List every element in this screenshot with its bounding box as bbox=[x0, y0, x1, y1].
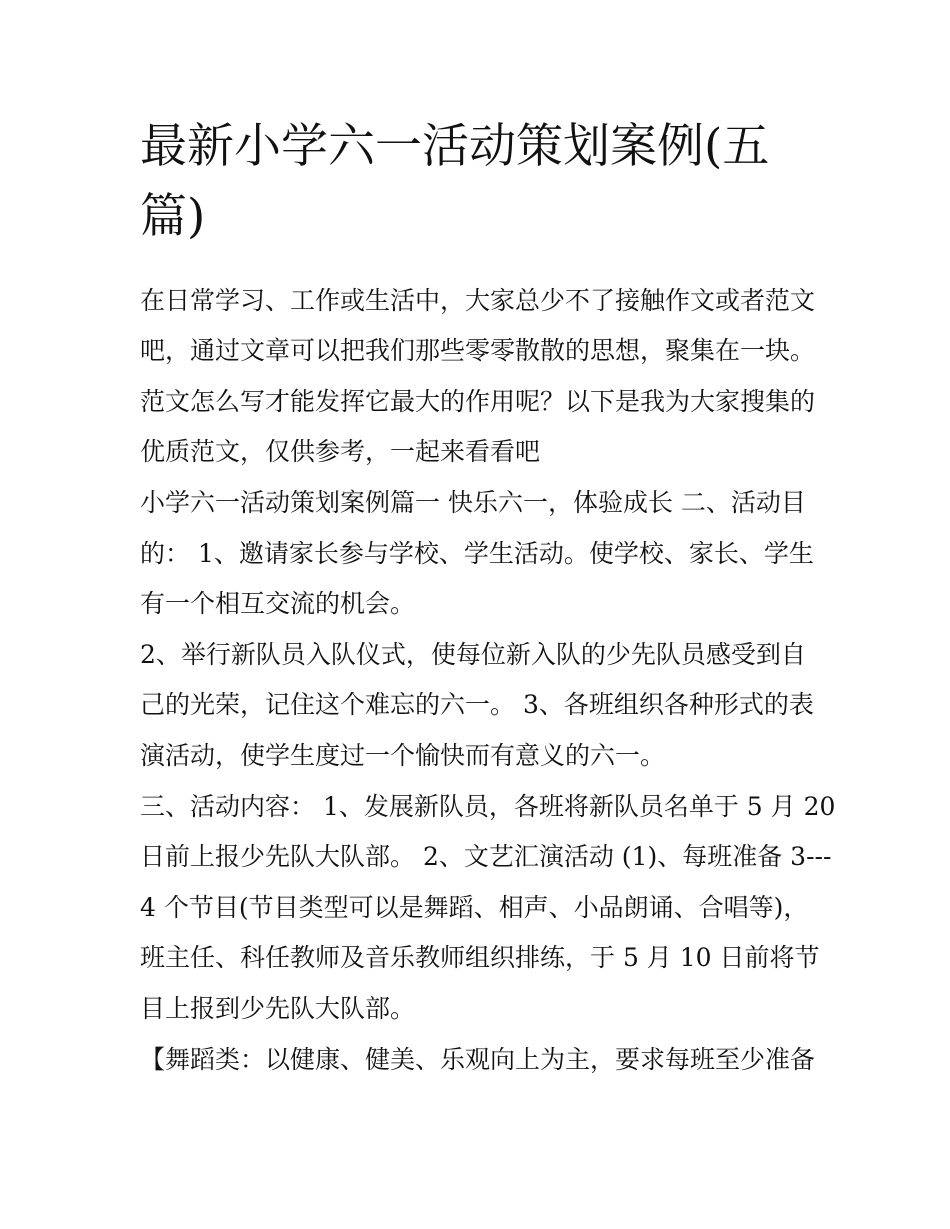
body-line: 班主任、科任教师及音乐教师组织排练，于 5 月 10 日前将节 bbox=[140, 943, 820, 972]
body-line: 优质范文，仅供参考，一起来看看吧 bbox=[140, 437, 541, 466]
body-line: 2、举行新队员入队仪式，使每位新入队的少先队员感受到自 bbox=[140, 640, 806, 669]
title-line-1: 最新小学六一活动策划案例(五 bbox=[140, 119, 770, 174]
body-line: 范文怎么写才能发挥它最大的作用呢？以下是我为大家搜集的 bbox=[140, 387, 816, 416]
body-line: 有一个相互交流的机会。 bbox=[140, 589, 416, 618]
body-line: 己的光荣，记住这个难忘的六一。 3、各班组织各种形式的表 bbox=[140, 690, 814, 719]
body-line: 的： 1、邀请家长参与学校、学生活动。使学校、家长、学生 bbox=[140, 539, 814, 568]
body-line: 吧，通过文章可以把我们那些零零散散的思想，聚集在一块。 bbox=[140, 336, 816, 365]
body-line: 在日常学习、工作或生活中，大家总少不了接触作文或者范文 bbox=[140, 286, 816, 315]
body-line: 演活动，使学生度过一个愉快而有意义的六一。 bbox=[140, 741, 666, 770]
title-line-2: 篇) bbox=[140, 189, 206, 244]
body-line: 4 个节目(节目类型可以是舞蹈、相声、小品朗诵、合唱等)， bbox=[140, 893, 809, 922]
body-line: 三、活动内容： 1、发展新队员，各班将新队员名单于 5 月 20 bbox=[140, 792, 836, 821]
body-line: 小学六一活动策划案例篇一 快乐六一，体验成长 二、活动目 bbox=[140, 488, 806, 517]
body-line: 目上报到少先队大队部。 bbox=[140, 994, 416, 1023]
body-line: 日前上报少先队大队部。 2、文艺汇演活动 (1)、每班准备 3--- bbox=[140, 842, 832, 871]
document-title bbox=[140, 112, 830, 252]
body-line: 【舞蹈类：以健康、健美、乐观向上为主，要求每班至少准备 bbox=[140, 1045, 816, 1074]
